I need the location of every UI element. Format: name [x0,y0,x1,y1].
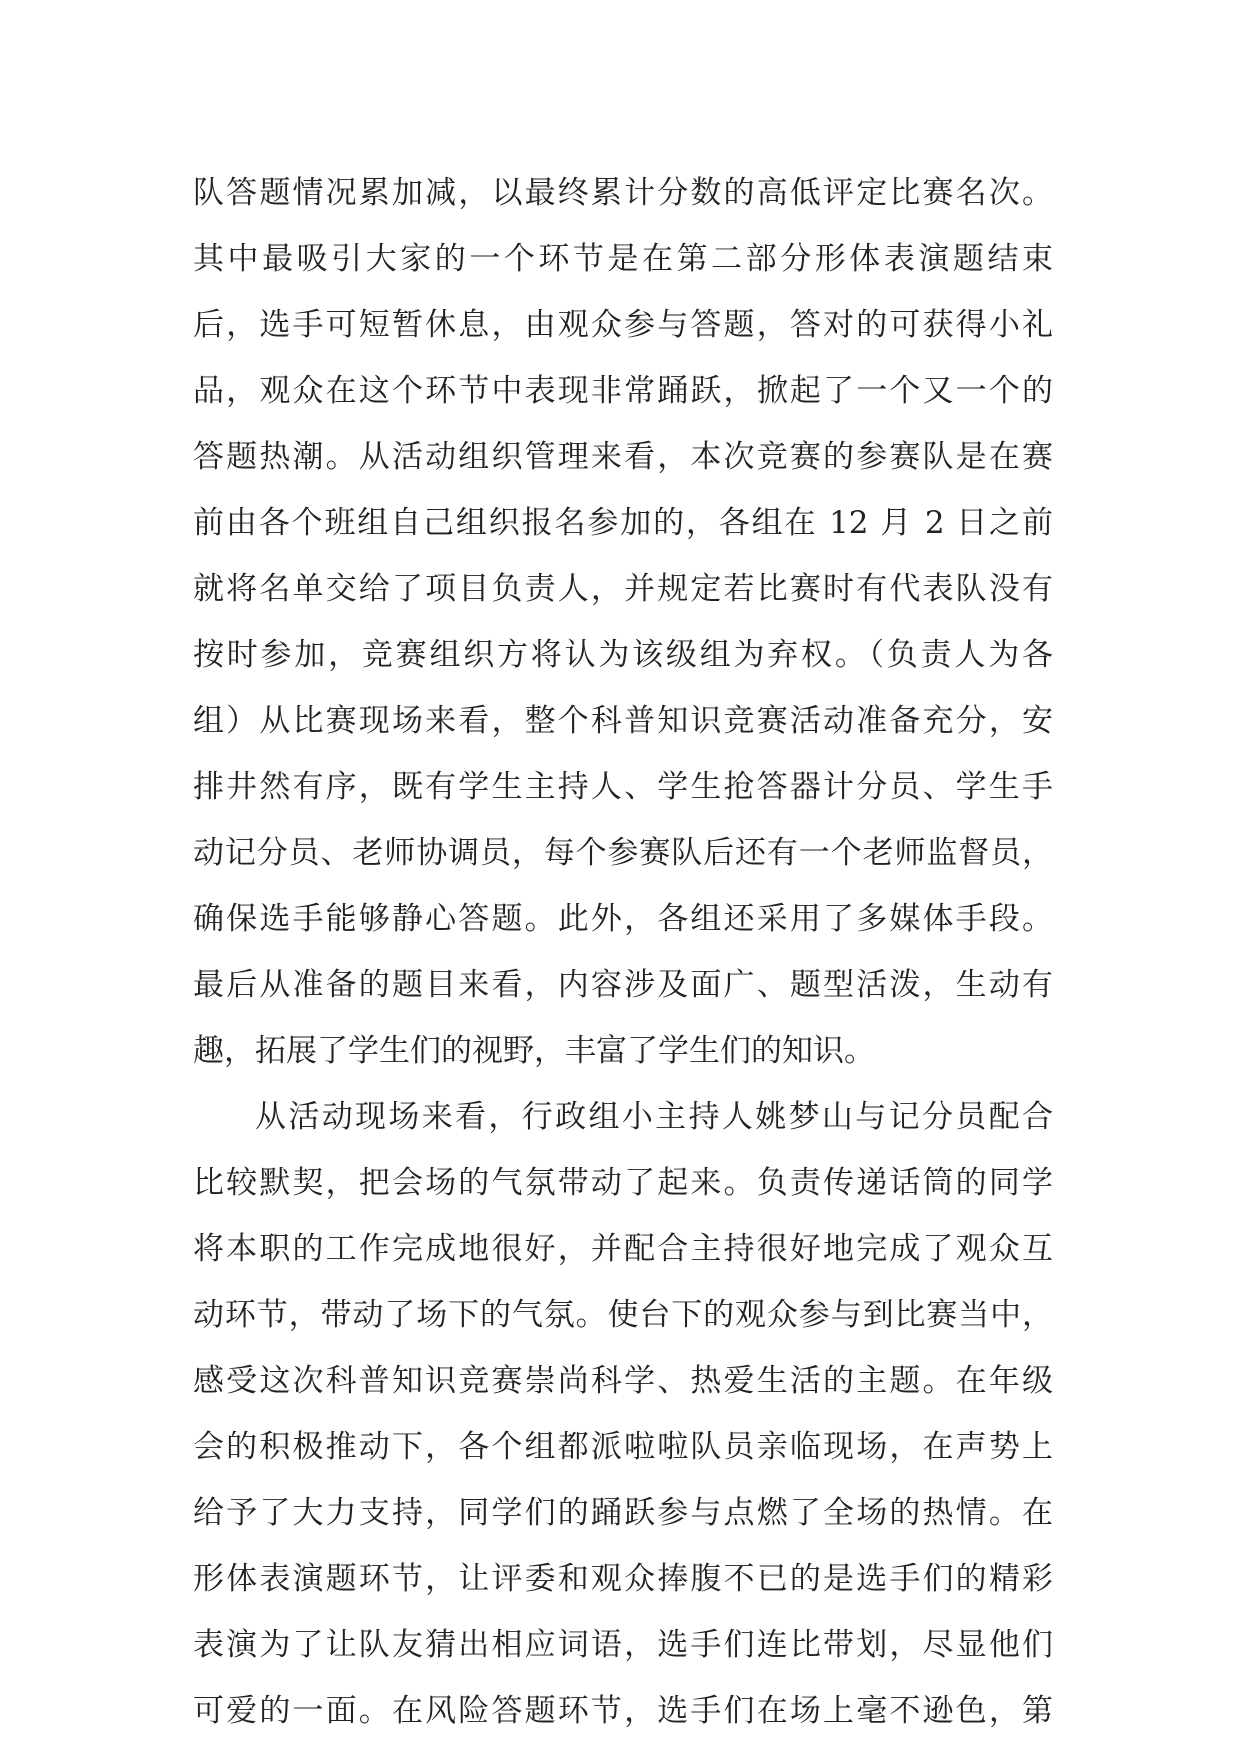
body-text [193,160,1053,1744]
text-line: 将本职的工作完成地很好，并配合主持很好地完成了观众互 [193,1231,1053,1267]
text-line: 最后从准备的题目来看，内容涉及面广、题型活泼，生动有 [193,967,1053,1003]
text-line: 组）从比赛现场来看，整个科普知识竞赛活动准备充分，安 [193,703,1053,739]
text-line: 后，选手可短暂休息，由观众参与答题，答对的可获得小礼 [193,307,1053,343]
paragraph-1 [193,160,1053,1084]
text-line: 按时参加，竞赛组织方将认为该级组为弃权。（负责人为各 [193,637,1053,673]
text-line: 形体表演题环节，让评委和观众捧腹不已的是选手们的精彩 [193,1561,1053,1597]
text-line: 队答题情况累加减，以最终累计分数的高低评定比赛名次。 [193,175,1053,211]
text-line: 感受这次科普知识竞赛崇尚科学、热爱生活的主题。在年级 [193,1363,1053,1399]
text-line: 其中最吸引大家的一个环节是在第二部分形体表演题结束 [193,241,1053,277]
text-line: 给予了大力支持，同学们的踊跃参与点燃了全场的热情。在 [193,1495,1053,1531]
text-line: 品，观众在这个环节中表现非常踊跃，掀起了一个又一个的 [193,373,1053,409]
text-line: 答题热潮。从活动组织管理来看，本次竞赛的参赛队是在赛 [193,439,1053,475]
text-line: 会的积极推动下，各个组都派啦啦队员亲临现场，在声势上 [193,1429,1053,1465]
text-line: 比较默契，把会场的气氛带动了起来。负责传递话筒的同学 [193,1165,1053,1201]
paragraph-2 [193,1084,1053,1744]
text-line: 表演为了让队友猜出相应词语，选手们连比带划，尽显他们 [193,1627,1053,1663]
text-line: 可爱的一面。在风险答题环节，选手们在场上毫不逊色，第 [193,1693,1053,1729]
text-line: 从活动现场来看，行政组小主持人姚梦山与记分员配合 [255,1099,1053,1135]
text-line: 前由各个班组自己组织报名参加的，各组在 12 月 2 日之前 [193,505,1053,541]
text-line: 就将名单交给了项目负责人，并规定若比赛时有代表队没有 [193,571,1053,607]
text-line: 动环节，带动了场下的气氛。使台下的观众参与到比赛当中， [193,1297,1053,1333]
text-line: 确保选手能够静心答题。此外，各组还采用了多媒体手段。 [193,901,1053,937]
text-line: 动记分员、老师协调员，每个参赛队后还有一个老师监督员， [193,835,1053,871]
text-line: 排井然有序，既有学生主持人、学生抢答器计分员、学生手 [193,769,1053,805]
text-line: 趣，拓展了学生们的视野，丰富了学生们的知识。 [193,1033,875,1069]
